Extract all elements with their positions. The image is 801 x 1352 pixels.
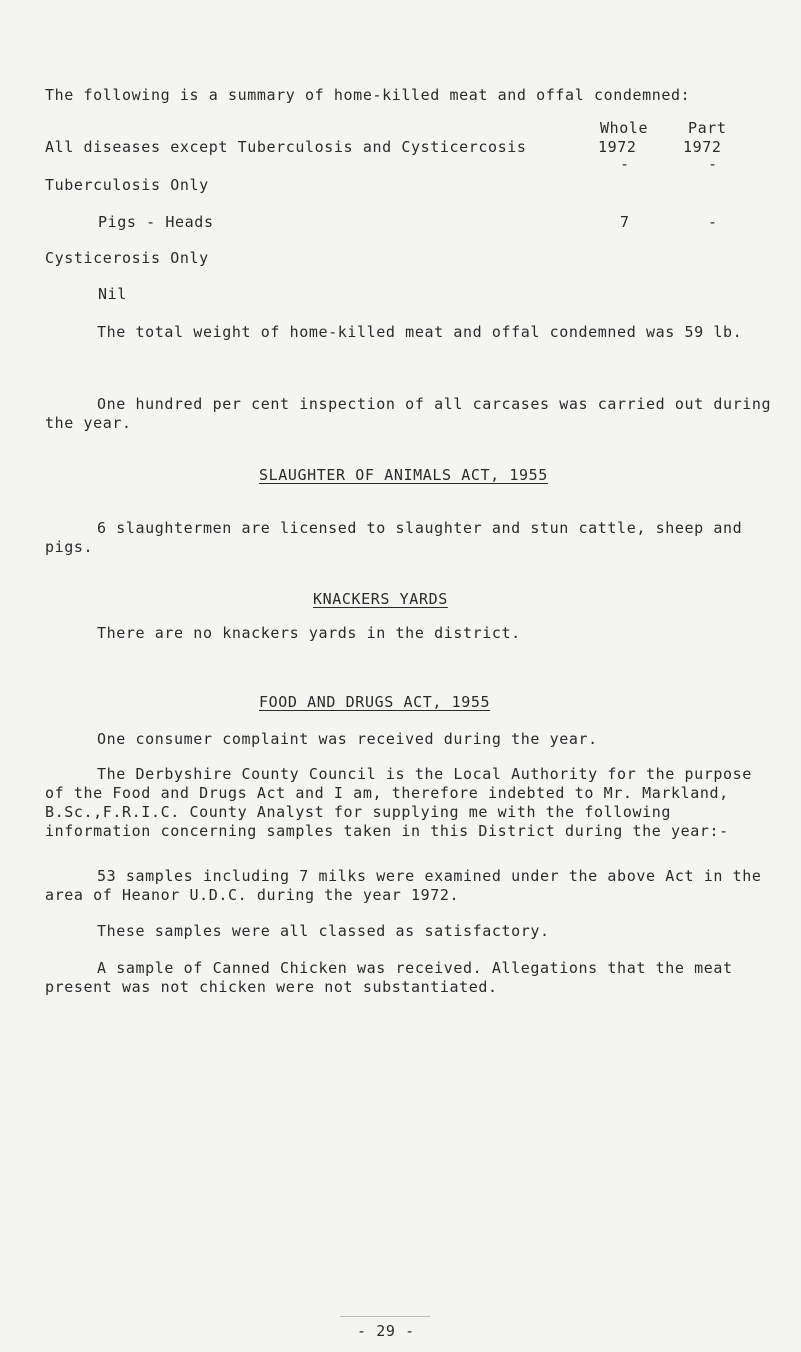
cyst-heading: Cysticerosis Only <box>45 249 209 267</box>
total-weight-paragraph: The total weight of home-killed meat and offal condemned was 59 lb. <box>97 323 743 341</box>
pigs-label: Pigs - Heads <box>98 213 214 231</box>
knackers-paragraph: There are no knackers yards in the district. <box>97 624 521 642</box>
slaughtermen-paragraph: 6 slaughtermen are licensed to slaughter and stun cattle, sheep and pigs. <box>45 519 743 556</box>
canned-chicken-paragraph: A sample of Canned Chicken was received. Allegations that the meat present was not chicken were not substantiated. <box>45 959 733 996</box>
col-part-year: 1972 <box>683 138 722 156</box>
row-all-whole-value: - <box>620 155 630 173</box>
pigs-whole-value: 7 <box>620 213 630 231</box>
col-whole-year: 1972 <box>598 138 637 156</box>
row-all-diseases-label: All diseases except Tuberculosis and Cysticercosis <box>45 138 527 156</box>
inspection-paragraph: One hundred per cent inspection of all carcases was carried out during the year. <box>45 395 772 432</box>
complaint-paragraph: One consumer complaint was received during the year. <box>97 730 598 748</box>
food-drugs-heading: FOOD AND DRUGS ACT, 1955 <box>259 693 491 711</box>
knackers-heading: KNACKERS YARDS <box>313 590 448 608</box>
samples-paragraph: 53 samples including 7 milks were examined under the above Act in the area of Heanor U.D.C. during the year 1972. <box>45 867 762 904</box>
row-all-part-value: - <box>708 155 718 173</box>
footer-rule <box>340 1316 430 1317</box>
intro-text: The following is a summary of home-killed meat and offal condemned: <box>45 86 691 104</box>
col-whole-head: Whole <box>600 119 649 137</box>
pigs-part-value: - <box>708 213 718 231</box>
tb-heading: Tuberculosis Only <box>45 176 209 194</box>
slaughter-heading: SLAUGHTER OF ANIMALS ACT, 1955 <box>259 466 548 484</box>
cyst-value: Nil <box>98 285 127 303</box>
derbyshire-paragraph: The Derbyshire County Council is the Local Authority for the purpose of the Food and Drugs Act and I am, therefore indebted to Mr. Markland, B.Sc.,F.R.I.C. County Analyst for supplying me with the following information concerning samples taken in this District during the year:- <box>45 765 752 840</box>
satisfactory-paragraph: These samples were all classed as satisfactory. <box>97 922 550 940</box>
page-number: - 29 - <box>357 1322 415 1340</box>
col-part-head: Part <box>688 119 727 137</box>
